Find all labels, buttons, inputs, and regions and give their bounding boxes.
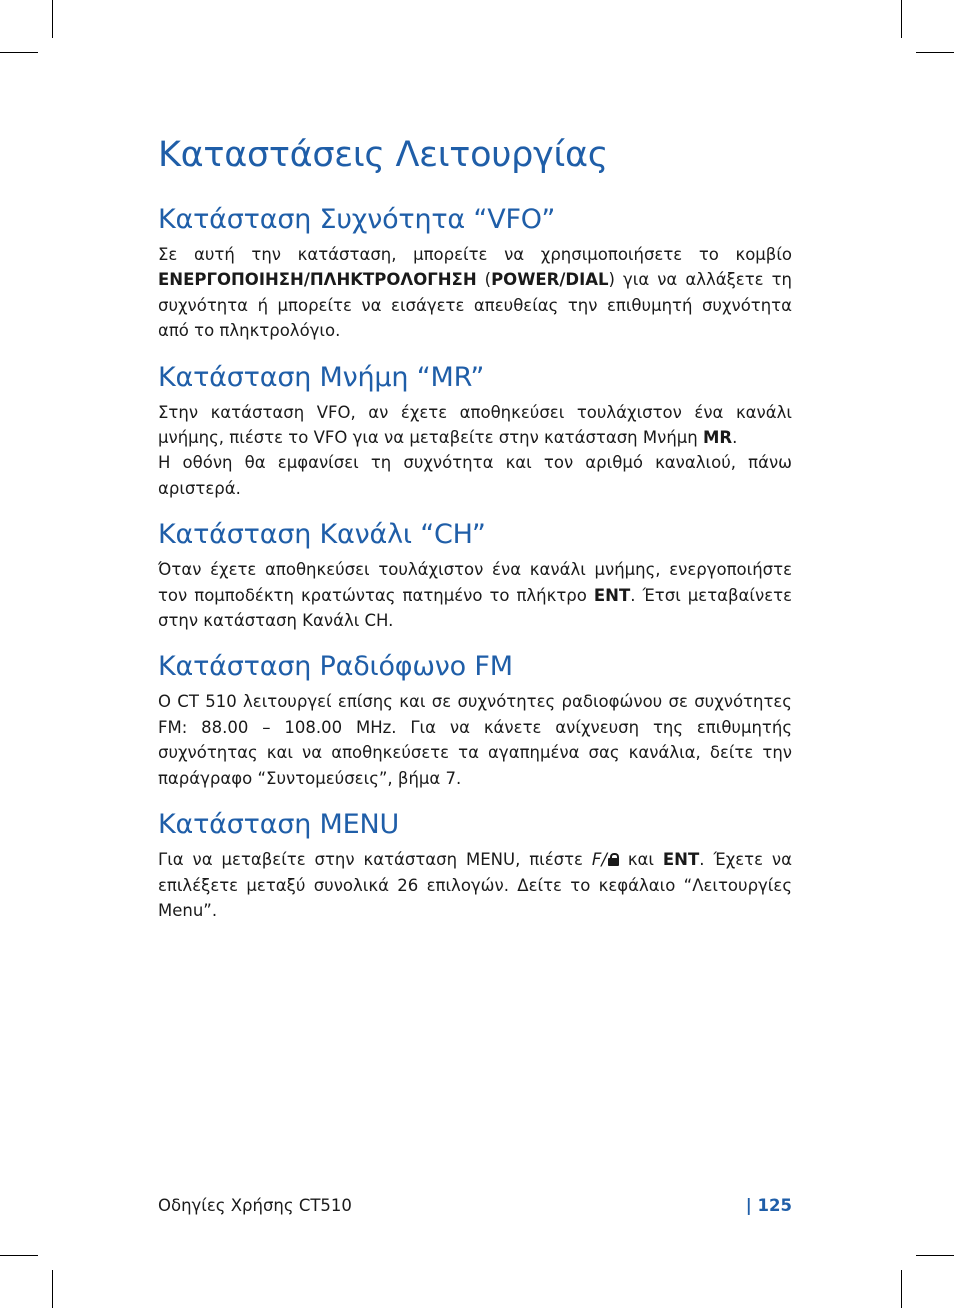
section-paragraph: Η οθόνη θα εμφανίσει τη συχνότητα και τον αριθμό καναλιού, πάνω αριστερά. [158, 453, 792, 498]
crop-mark [52, 1270, 53, 1308]
crop-mark [52, 0, 53, 38]
crop-mark [916, 1255, 954, 1256]
section-fm [158, 649, 792, 791]
page-content [158, 128, 792, 923]
section-paragraph: Σε αυτή την κατάσταση, μπορείτε να χρησιμοποιήσετε το κομβίο ΕΝΕΡΓΟΠΟΙΗΣΗ/ΠΛΗΚΤΡΟΛΟΓΗΣΗ (POWER/DIAL) για να αλλάξετε τη συχνότητα ή μπορείτε να εισάγετε απευθείας την επιθυμητή συχνότητα από το πληκτρολόγιο. [158, 245, 792, 341]
footer-page-number: | 125 [745, 1196, 792, 1215]
crop-mark [901, 0, 902, 38]
crop-mark [0, 1255, 38, 1256]
footer-manual-name: Οδηγίες Χρήσης CT510 [158, 1196, 352, 1215]
crop-mark [0, 52, 38, 53]
section-heading: Κατάσταση Ραδιόφωνο FM [158, 651, 513, 683]
section-menu [158, 807, 792, 923]
section-heading: Κατάσταση MENU [158, 809, 400, 841]
crop-mark [916, 52, 954, 53]
crop-mark [901, 1270, 902, 1308]
section-ch [158, 517, 792, 633]
section-paragraph: Στην κατάσταση VFO, αν έχετε αποθηκεύσει τουλάχιστον ένα κανάλι μνήμης, πιέστε το VFO για να μεταβείτε στην κατάσταση Μνήμη MR. [158, 402, 792, 448]
section-heading: Κατάσταση Συχνότητα “VFO” [158, 204, 556, 235]
page-title: Καταστάσεις Λειτουργίας [158, 135, 609, 175]
lock-icon [608, 853, 619, 866]
section-heading: Κατάσταση Κανάλι “CH” [158, 519, 486, 551]
section-vfo [158, 202, 792, 344]
section-paragraph: Για να μεταβείτε στην κατάσταση MENU, πιέστε F/ και ENT. Έχετε να επιλέξετε μεταξύ συνολικά 26 επιλογών. Δείτε το κεφάλαιο “Λειτουργίες Menu”. [158, 850, 792, 920]
section-heading: Κατάσταση Μνήμη “MR” [158, 361, 485, 393]
section-paragraph: Ο CT 510 λειτουργεί επίσης και σε συχνότητες ραδιοφώνου σε συχνότητες FM: 88.00 – 108.00 MHz. Για να κάνετε ανίχνευση της επιθυμητής συχνότητας και να αποθηκεύσετε τα αγαπημένα σας κανάλια, δείτε την παράγραφο “Συντομεύσεις”, βήμα 7. [158, 692, 792, 788]
section-paragraph: Όταν έχετε αποθηκεύσει τουλάχιστον ένα κανάλι μνήμης, ενεργοποιήστε τον πομποδέκτη κρατώντας πατημένο το πλήκτρο ENT. Έτσι μεταβαίνετε στην κατάσταση Κανάλι CH. [158, 560, 792, 631]
section-mr [158, 360, 792, 502]
